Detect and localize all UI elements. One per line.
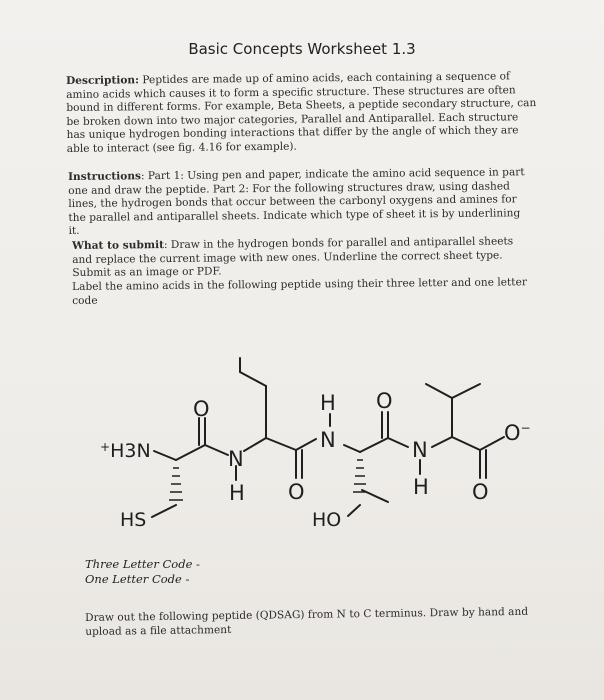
bond-n3-ca3 bbox=[344, 445, 360, 452]
n-terminus-label: +H3N bbox=[100, 440, 151, 462]
bond-side-chain-top bbox=[240, 358, 266, 386]
bond-c3-n4 bbox=[388, 438, 408, 447]
bond-c2-n3 bbox=[296, 439, 316, 450]
carbonyl-o3: O bbox=[376, 389, 393, 413]
description-text: Peptides are made up of amino acids, each containing a sequence of amino acids which causes it to form a specific structure. These structures are often bound in different forms. For example, Beta Sheets, a peptide secondary structure, can be broken down into two major categories, Parallel and Antiparallel. Each structure has unique hydrogen bonding interactions that differ by the angle of which they are able to interact (see fig. 4.16 for example). bbox=[66, 70, 537, 155]
submit-label: What to submit bbox=[72, 239, 165, 252]
bond-hs-chain bbox=[152, 505, 176, 517]
worksheet-title: Basic Concepts Worksheet 1.3 bbox=[188, 40, 416, 58]
bond-branch-right bbox=[452, 384, 480, 398]
bond-n4-ca4 bbox=[432, 437, 452, 447]
amide-n3: N bbox=[320, 428, 336, 452]
label-instruction: Label the amino acids in the following peptide using their three letter and one letter code bbox=[72, 276, 527, 307]
amide-n4: N bbox=[412, 438, 428, 462]
bond-c4-o4 bbox=[480, 437, 504, 450]
amide-h2: H bbox=[229, 481, 245, 505]
draw-instruction: Draw out the following peptide (QDSAG) from N to C terminus. Draw by hand and upload as a file attachment bbox=[85, 605, 529, 638]
amide-h3: H bbox=[320, 391, 336, 415]
hash-wedge-ca1 bbox=[169, 468, 183, 500]
bond-ca3-c3 bbox=[360, 438, 388, 452]
bond-ca1-c1 bbox=[176, 445, 205, 460]
bond-n2-ca2 bbox=[244, 438, 266, 451]
carbonyl-o1: O bbox=[193, 397, 210, 421]
bond-nterm-ca1 bbox=[154, 451, 176, 460]
bond-ca4-c4 bbox=[452, 437, 480, 450]
thiol-label: HS bbox=[120, 509, 147, 531]
three-letter-code-label: Three Letter Code - bbox=[85, 557, 200, 571]
amide-h4: H bbox=[413, 475, 429, 499]
carboxylate-o: O− bbox=[504, 421, 531, 445]
carbonyl-o2: O bbox=[288, 480, 305, 504]
instructions-text: : Part 1: Using pen and paper, indicate the amino acid sequence in part one and draw the peptide. Part 2: For the following structures draw, using dashed lines, the hydrogen bonds that occur between the carbonyl oxygens and amines for the parallel and antiparallel sheets. Indicate which type of sheet it is by underlining it. bbox=[68, 166, 525, 238]
amide-n2: N bbox=[228, 447, 244, 471]
hydroxyl-label: HO bbox=[312, 509, 342, 531]
bond-branch-left bbox=[426, 384, 452, 398]
bond-ho-chain bbox=[348, 505, 360, 516]
description-label: Description: bbox=[66, 74, 140, 87]
bond-c1-n2 bbox=[205, 445, 228, 455]
instructions-label: Instructions bbox=[68, 170, 142, 183]
submit-text: : Draw in the hydrogen bonds for parallel and antiparallel sheets and replace the current image with new ones. Underline the correct sheet type. Submit as an image or PDF. bbox=[72, 235, 514, 280]
hash-wedge-ca3 bbox=[353, 460, 367, 492]
carbonyl-o4: O bbox=[472, 480, 489, 504]
one-letter-code-label: One Letter Code - bbox=[85, 572, 190, 586]
bond-ca2-c2 bbox=[266, 438, 296, 450]
